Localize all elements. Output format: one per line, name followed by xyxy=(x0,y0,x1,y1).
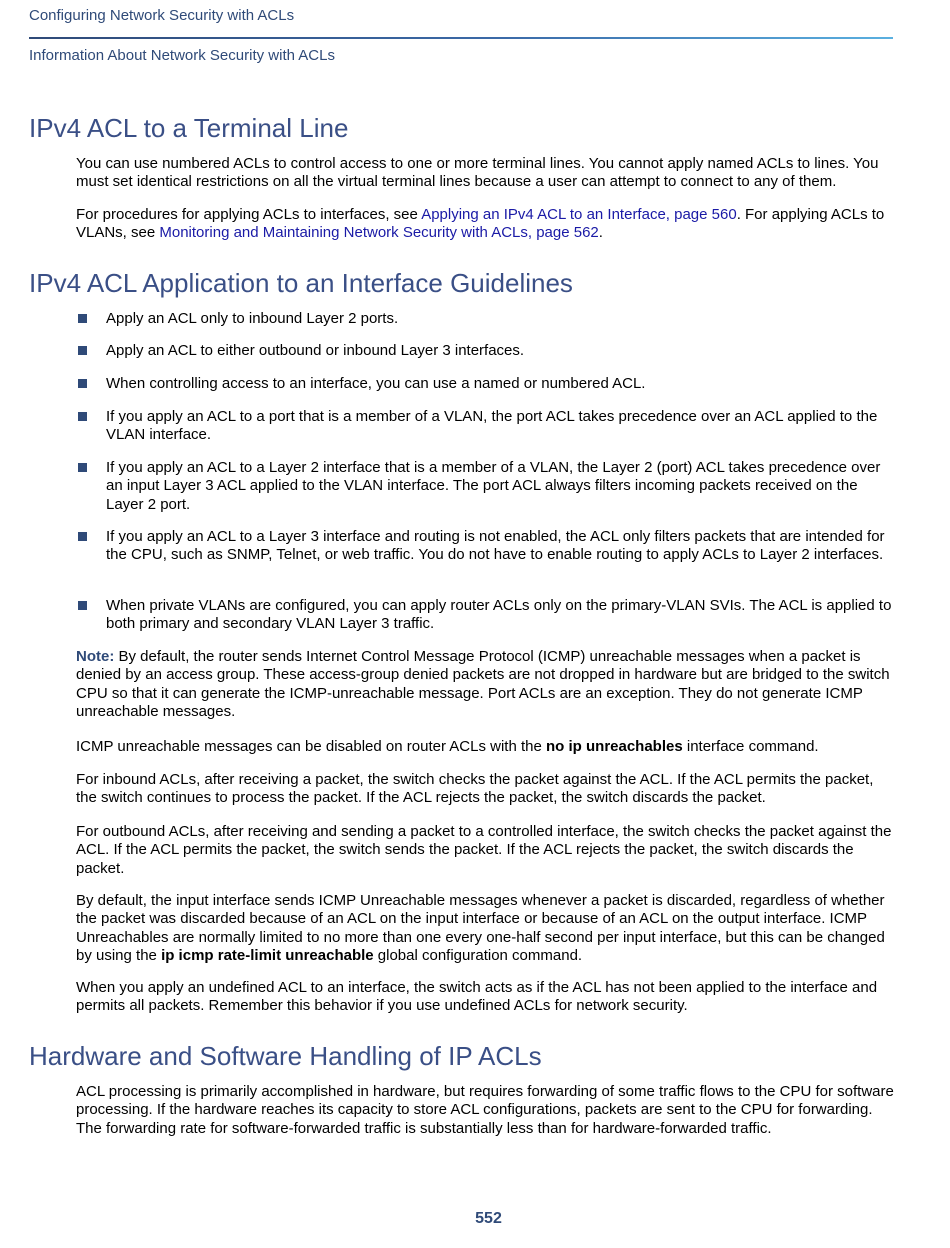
command-ip-icmp-rate-limit: ip icmp rate-limit unreachable xyxy=(161,946,374,964)
text-segment: ICMP unreachable messages can be disabled on router ACLs with the xyxy=(76,738,546,755)
list-item-text: If you apply an ACL to a port that is a member of a VLAN, the port ACL takes precedence over an ACL applied to the VLAN interface. xyxy=(106,408,878,444)
link-monitoring-acls[interactable]: Monitoring and Maintaining Network Security with ACLs, page 562 xyxy=(159,224,599,242)
paragraph-acl-processing: ACL processing is primarily accomplished in hardware, but requires forwarding of some traffic flows to the CPU for software processing. If the hardware reaches its capacity to store ACL configurations, packets are sent to the CPU for forwarding. The forwarding rate for software-forwarded traffic is substantially less than for hardware-forwarded traffic. xyxy=(76,1083,894,1137)
list-item xyxy=(76,342,894,360)
list-item xyxy=(76,375,894,393)
paragraph-undefined-acl: When you apply an undefined ACL to an interface, the switch acts as if the ACL has not been applied to the interface and permits all packets. Remember this behavior if you use undefined ACLs for network security. xyxy=(76,979,878,1015)
section-title-interface-guidelines: IPv4 ACL Application to an Interface Guidelines xyxy=(29,268,573,298)
running-header-section: Information About Network Security with ACLs xyxy=(29,47,335,64)
note-paragraph xyxy=(76,648,894,721)
list-item xyxy=(76,597,894,634)
section-title-hardware-software: Hardware and Software Handling of IP ACLs xyxy=(29,1041,542,1071)
header-rule xyxy=(29,37,893,39)
bullet-square-icon xyxy=(78,379,87,388)
command-no-ip-unreachables: no ip unreachables xyxy=(546,738,683,755)
list-item xyxy=(76,408,894,445)
bullet-square-icon xyxy=(78,314,87,323)
bullet-square-icon xyxy=(78,346,87,355)
page-number: 552 xyxy=(475,1210,502,1227)
text-segment: . xyxy=(598,224,603,242)
paragraph-default-icmp xyxy=(76,892,894,965)
list-item-text: When private VLANs are configured, you can apply router ACLs only on the primary-VLAN SVIs. The ACL is applied to both primary and secondary VLAN Layer 3 traffic. xyxy=(106,597,892,633)
bullet-square-icon xyxy=(78,463,87,472)
paragraph-terminal-line: You can use numbered ACLs to control access to one or more terminal lines. You cannot apply named ACLs to lines. You must set identical restrictions on all the virtual terminal lines because a user can attempt to connect to any of them. xyxy=(76,155,879,191)
bullet-square-icon xyxy=(78,412,87,421)
list-item-text: When controlling access to an interface, you can use a named or numbered ACL. xyxy=(106,375,646,392)
text-segment: interface command. xyxy=(682,738,819,755)
list-item-text: If you apply an ACL to a Layer 3 interface and routing is not enabled, the ACL only filters packets that are intended for the CPU, such as SNMP, Telnet, or web traffic. You do not have to enable routing to apply ACLs to Layer 2 interfaces. xyxy=(106,528,885,564)
text-segment: global configuration command. xyxy=(373,946,583,964)
list-item-text: Apply an ACL only to inbound Layer 2 ports. xyxy=(106,310,399,327)
list-item-text: Apply an ACL to either outbound or inbound Layer 3 interfaces. xyxy=(106,342,525,359)
paragraph-inbound-acls: For inbound ACLs, after receiving a packet, the switch checks the packet against the ACL. If the ACL permits the packet, the switch continues to process the packet. If the ACL rejects the packet, the switch discards the packet. xyxy=(76,771,874,807)
bullet-square-icon xyxy=(78,532,87,541)
paragraph-outbound-acls: For outbound ACLs, after receiving and sending a packet to a controlled interface, the switch checks the packet against the ACL. If the ACL permits the packet, the switch sends the packet. If the ACL rejects the packet, the switch discards the packet. xyxy=(76,823,892,877)
running-header-chapter: Configuring Network Security with ACLs xyxy=(29,7,295,24)
list-item xyxy=(76,528,894,565)
bullet-square-icon xyxy=(78,601,87,610)
link-apply-acl-interface[interactable]: Applying an IPv4 ACL to an Interface, page 560 xyxy=(421,206,737,223)
text-segment: . For applying ACLs to VLANs, see xyxy=(76,206,885,242)
list-item xyxy=(76,310,894,328)
section-title-terminal-line: IPv4 ACL to a Terminal Line xyxy=(29,113,349,143)
paragraph-procedures xyxy=(76,206,894,243)
text-segment: For procedures for applying ACLs to interfaces, see xyxy=(76,206,422,223)
list-item-text: If you apply an ACL to a Layer 2 interface that is a member of a VLAN, the Layer 2 (port) ACL takes precedence over an input Layer 3 ACL applied to the VLAN interface. The port ACL always filters incoming packets received on the Layer 2 port. xyxy=(106,459,881,513)
list-item xyxy=(76,459,894,514)
paragraph-icmp-unreachables xyxy=(76,738,894,756)
text-segment: By default, the input interface sends ICMP Unreachable messages whenever a packet is discarded, regardless of whether the packet was discarded because of an ACL on the input interface or because of an ACL on the output interface. ICMP Unreachables are normally limited to no more than one every one-half second per input interface, but this can be changed by using the xyxy=(76,892,885,964)
note-label: Note: xyxy=(76,648,115,665)
note-text: By default, the router sends Internet Control Message Protocol (ICMP) unreachable messages when a packet is denied by an access group. These access-group denied packets are not dropped in hardware but are bridged to the switch CPU so that it can generate the ICMP-unreachable message. Port ACLs are an exception. They do not generate ICMP unreachable messages. xyxy=(76,648,890,720)
